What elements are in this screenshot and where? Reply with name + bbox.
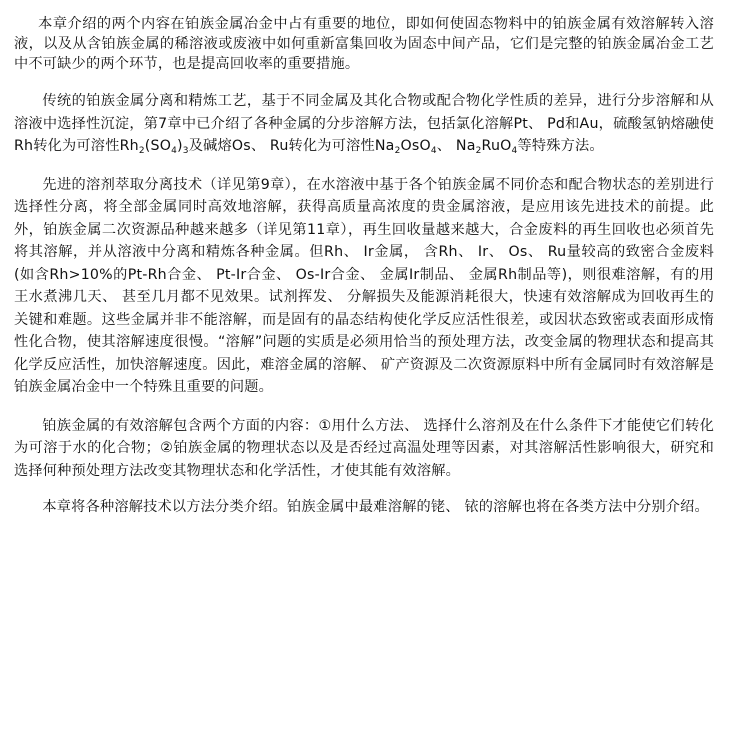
p2-sub-2: 4 [171,146,178,156]
p2-sub-4: 2 [394,146,401,156]
paragraph-effective-dissolution: 铂族金属的有效溶解包含两个方面的内容：①用什么方法、 选择什么溶剂及在什么条件下才能使它们转化为可溶于水的化合物；②铂族金属的物理状态以及是否经过高温处理等因素，对其溶解活性影响很大，研究和选择何种预处理方法改变其物理状态和化学活性，才使其能有效溶解。 [14,417,714,479]
p2-sub-3: 3 [182,146,189,156]
p2-text-c: ) [177,138,183,154]
p2-sub-6: 2 [475,146,482,156]
paragraph-intro: 本章介绍的两个内容在铂族金属冶金中占有重要的地位，即如何使固态物料中的铂族金属有效溶解转入溶液，以及从含铂族金属的稀溶液或废液中如何重新富集回收为固态中间产品，它们是完整的铂族金属冶金工艺中不可缺少的两个环节，也是提高回收率的重要措施。 [14,16,714,72]
p2-text-h: 等特殊方法。 [517,138,604,154]
paragraph-chapter-overview: 本章将各种溶解技术以方法分类介绍。铂族金属中最难溶解的铑、 铱的溶解也将在各类方法中分别介绍。 [42,499,709,515]
p2-sub-7: 4 [511,146,518,156]
document-page [14,14,714,519]
p2-sub-5: 4 [430,146,437,156]
paragraph-solvent-extraction: 先进的溶剂萃取分离技术（详见第9章），在水溶液中基于各个铂族金属不同价态和配合物状态的差别进行选择性分离，将全部金属同时高效地溶解，获得高质量高浓度的贵金属溶液，是应用该先进技术的前提。此外，铂族金属二次资源品种越来越多（详见第11章），再生回收量越来越大，合金废料的再生回收也必须首先将其溶解，并从溶液中分离和精炼各种金属。但Rh、 Ir金属， 含Rh、 Ir、 Os、 Ru量较高的致密合金废料(如含Rh>10%的Pt-Rh合金、 Pt-Ir合金、 Os-Ir合金、 金属Ir制品、 金属Rh制品等)，则很难溶解，有的用王水煮沸几天、 甚至几月都不见效果。试剂挥发、 分解损失及能源消耗很大，快速有效溶解成为回收再生的关键和难题。这些金属并非不能溶解，而是固有的晶态结构使化学反应活性很差，或因状态致密或表面形成惰性化合物，使其溶解速度很慢。“溶解”问题的实质是必须用恰当的预处理方法，改变金属的物理状态和提高其化学反应活性，加快溶解速度。因此，难溶金属的溶解、 矿产资源及二次资源原料中所有金属同时有效溶解是铂族金属冶金中一个特殊且重要的问题。 [14,176,714,395]
paragraph-traditional-methods [14,90,714,158]
p2-text-g: RuO [481,138,512,154]
p2-text-f: 、 Na [436,138,476,154]
p2-text-d: 及碱熔Os、 Ru转化为可溶性Na [188,138,395,154]
p2-text-e: OsO [400,138,431,154]
p2-text-b: (SO [144,138,172,154]
p2-text-a: 传统的铂族金属分离和精炼工艺，基于不同金属及其化合物或配合物化学性质的差异，进行分步溶解和从溶液中选择性沉淀，第7章中已介绍了各种金属的分步溶解方法，包括氯化溶解Pt、 Pd和Au，硫酸氢钠熔融使Rh转化为可溶性Rh [14,93,714,154]
p2-sub-1: 2 [138,146,145,156]
